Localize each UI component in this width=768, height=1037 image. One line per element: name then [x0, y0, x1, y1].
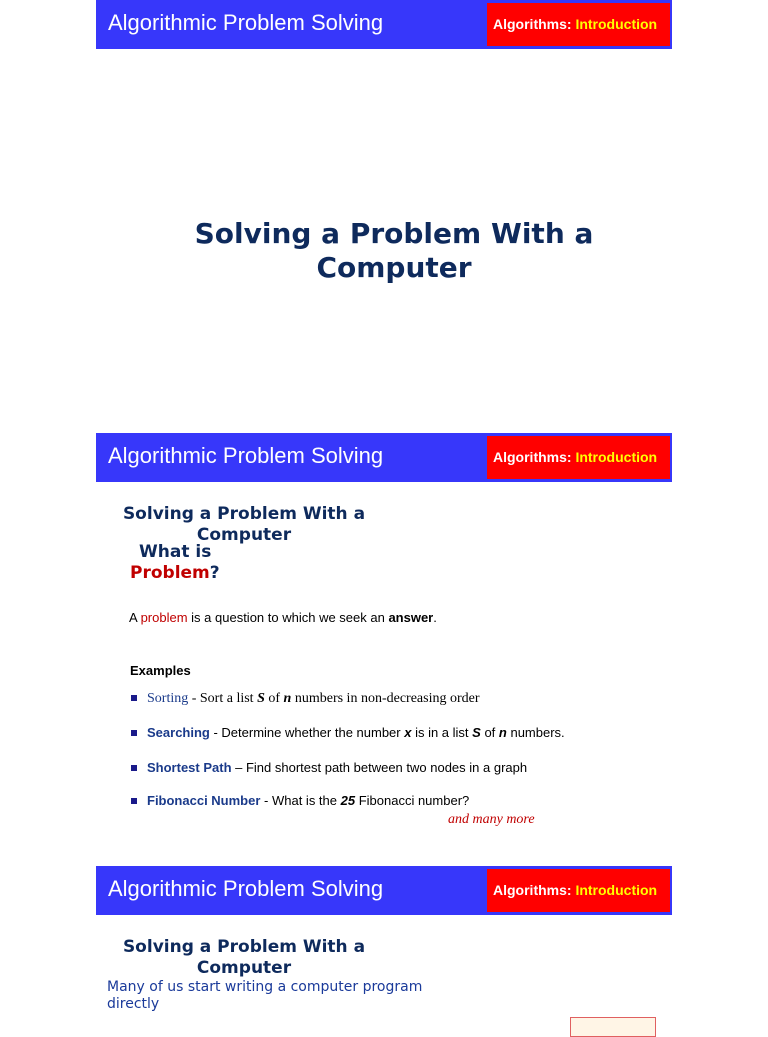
- example-searching: [131, 725, 565, 740]
- slide-2-header: [96, 433, 672, 482]
- slide-3-header: [96, 866, 672, 915]
- topic-tag: [487, 436, 670, 479]
- example-text: Fibonacci number?: [355, 793, 470, 808]
- paragraph-line2: directly: [107, 996, 160, 1012]
- question-pre: What is: [139, 542, 212, 562]
- example-var: n: [283, 691, 292, 706]
- example-text: numbers.: [506, 725, 565, 740]
- definition-answer: answer: [388, 610, 434, 625]
- example-term: Shortest Path: [147, 760, 232, 775]
- topic-tag-topic: Introduction: [575, 882, 658, 898]
- slide-1-title-line1: Solving a Problem With a: [194, 217, 594, 250]
- slide-2-subtitle-line2: Computer: [196, 525, 292, 545]
- question-word: Problem: [130, 563, 210, 583]
- bullet-square-icon: [131, 798, 137, 804]
- partial-box: [570, 1017, 656, 1037]
- slide-3-paragraph: [107, 979, 447, 1013]
- example-text: of: [264, 691, 284, 706]
- slide-3-subtitle: [110, 937, 378, 979]
- header-title: Algorithmic Problem Solving: [108, 876, 384, 901]
- definition-mid: is a question to which we seek an: [187, 610, 389, 625]
- question-mark: ?: [209, 563, 220, 583]
- slide-1-title: [96, 217, 692, 285]
- slide-3-subtitle-line2: Computer: [196, 958, 292, 978]
- example-text: - Determine whether the number: [209, 725, 405, 740]
- topic-tag-label: Algorithms:: [493, 882, 576, 898]
- problem-definition: [129, 610, 437, 625]
- bullet-square-icon: [131, 730, 137, 736]
- topic-tag-topic: Introduction: [575, 16, 658, 32]
- paragraph-line1: Many of us start writing a computer program: [107, 979, 423, 995]
- example-text: numbers in non-decreasing order: [291, 691, 480, 706]
- definition-word: problem: [140, 610, 188, 625]
- example-text: of: [480, 725, 499, 740]
- examples-heading: Examples: [130, 663, 191, 678]
- example-shortest-path: [131, 760, 527, 775]
- example-var: S: [472, 725, 481, 740]
- example-text: - What is the: [260, 793, 341, 808]
- header-title: Algorithmic Problem Solving: [108, 10, 384, 35]
- example-text: is in a list: [411, 725, 473, 740]
- topic-tag: [487, 869, 670, 912]
- question-heading: [130, 542, 220, 584]
- example-var: n: [498, 725, 507, 740]
- slide-2-subtitle: [110, 504, 378, 546]
- header-title: Algorithmic Problem Solving: [108, 443, 384, 468]
- example-var: x: [404, 725, 412, 740]
- example-var: S: [257, 691, 265, 706]
- slide-3-subtitle-line1: Solving a Problem With a: [122, 937, 366, 957]
- slide-2-subtitle-line1: Solving a Problem With a: [122, 504, 366, 524]
- example-fibonacci: [131, 793, 469, 808]
- example-sorting: [131, 691, 480, 707]
- example-var: 25: [340, 793, 356, 808]
- example-term: Searching: [147, 725, 210, 740]
- definition-end: .: [433, 610, 437, 625]
- example-term: Sorting: [147, 691, 189, 706]
- slide-1-header: [96, 0, 672, 49]
- and-many-more: and many more: [448, 812, 535, 827]
- example-text: - Sort a list: [188, 691, 258, 706]
- definition-pre: A: [129, 610, 141, 625]
- topic-tag-label: Algorithms:: [493, 16, 576, 32]
- topic-tag-label: Algorithms:: [493, 449, 576, 465]
- example-text: – Find shortest path between two nodes in a graph: [231, 760, 528, 775]
- bullet-square-icon: [131, 695, 137, 701]
- topic-tag: [487, 3, 670, 46]
- bullet-square-icon: [131, 765, 137, 771]
- example-term: Fibonacci Number: [147, 793, 261, 808]
- topic-tag-topic: Introduction: [575, 449, 658, 465]
- slide-1-title-line2: Computer: [316, 251, 472, 284]
